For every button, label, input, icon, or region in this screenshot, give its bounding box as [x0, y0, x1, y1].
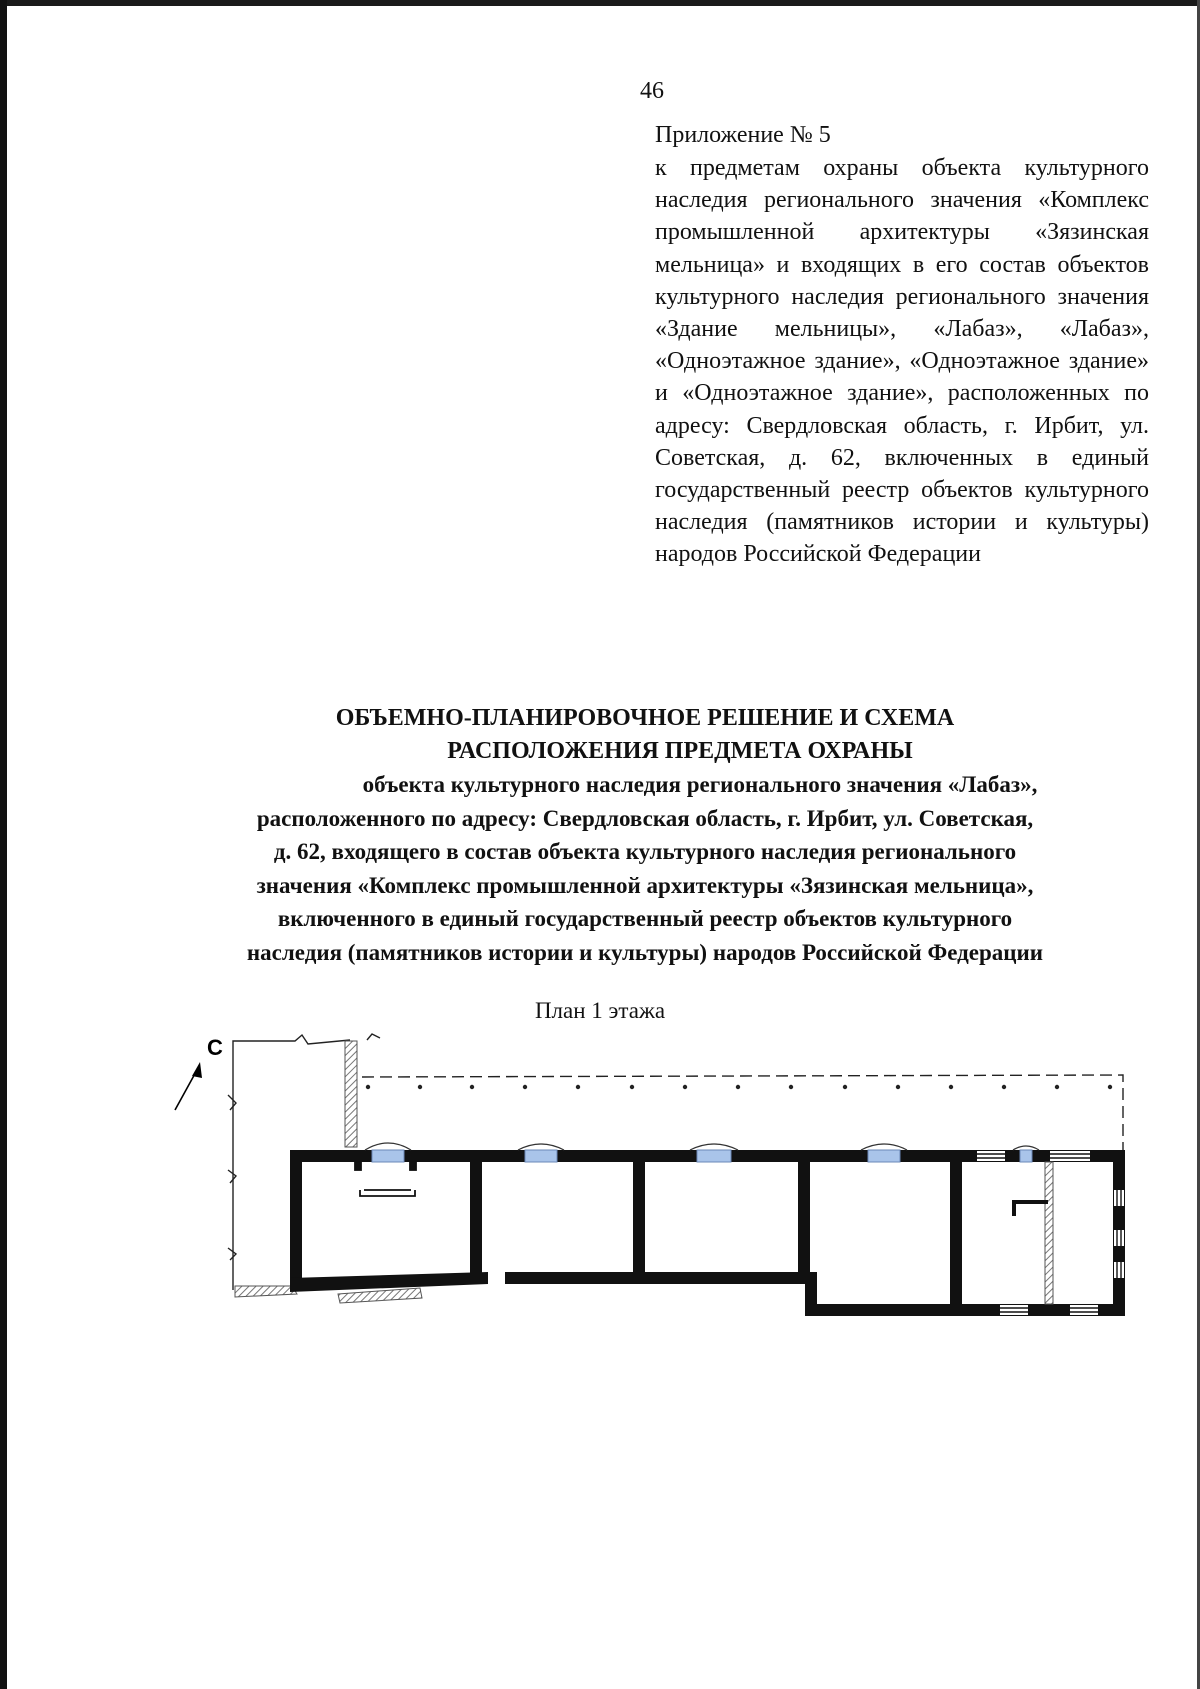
bench-fixture — [355, 1162, 416, 1196]
adjoining-wall-hatched-bottom — [235, 1286, 297, 1297]
heading-line-1: ОБЪЕМНО-ПЛАНИРОВОЧНОЕ РЕШЕНИЕ И СХЕМА — [335, 705, 955, 731]
page-number: 46 — [640, 78, 664, 104]
north-label: С — [207, 1035, 223, 1060]
adjoining-wall-hatched — [345, 1041, 357, 1147]
plan-title: План 1 этажа — [534, 998, 666, 1023]
adjoining-wall-hatched-bottom-2 — [338, 1288, 422, 1303]
heading-sub-1: объекта культурного наследия регионального значения «Лабаз», — [362, 772, 1038, 797]
heading-sub-5: включенного в единый государственный реестр объектов культурного — [277, 906, 1013, 931]
interior-partition — [1012, 1162, 1053, 1304]
heading-sub-4: значения «Комплекс промышленной архитектуры «Зязинская мельница», — [256, 872, 1034, 898]
appendix-title: Приложение № 5 — [655, 122, 831, 148]
appendix-body: к предметам охраны объекта культурного наследия регионального значения «Комплекс промышленной архитектуры «Зязинская мельница» и входящих в его состав объектов культурного наследия регионального значения «Здание мельницы», «Лабаз», «Лабаз», «Одноэтажное здание», «Одноэтажное здание» и «Одноэтажное здание», расположенных по адресу: Свердловская область, г. Ирбит, ул. Советская, д. 62, включенных в единый государственный реестр объектов культурного наследия (памятников истории и культуры) народов Российской Федерации — [655, 155, 1149, 568]
canopy-outline — [362, 1075, 1123, 1150]
heading-sub-3: д. 62, входящего в состав объекта культурного наследия регионального — [273, 839, 1017, 864]
heading-sub-2: расположенного по адресу: Свердловская область, г. Ирбит, ул. Советская, — [256, 805, 1034, 831]
north-arrow — [175, 1035, 223, 1110]
heading-line-2: РАСПОЛОЖЕНИЯ ПРЕДМЕТА ОХРАНЫ — [447, 738, 913, 764]
heading-sub-6: наследия (памятников истории и культуры) народов Российской Федерации — [246, 939, 1044, 965]
window-arcs — [365, 1143, 1039, 1150]
